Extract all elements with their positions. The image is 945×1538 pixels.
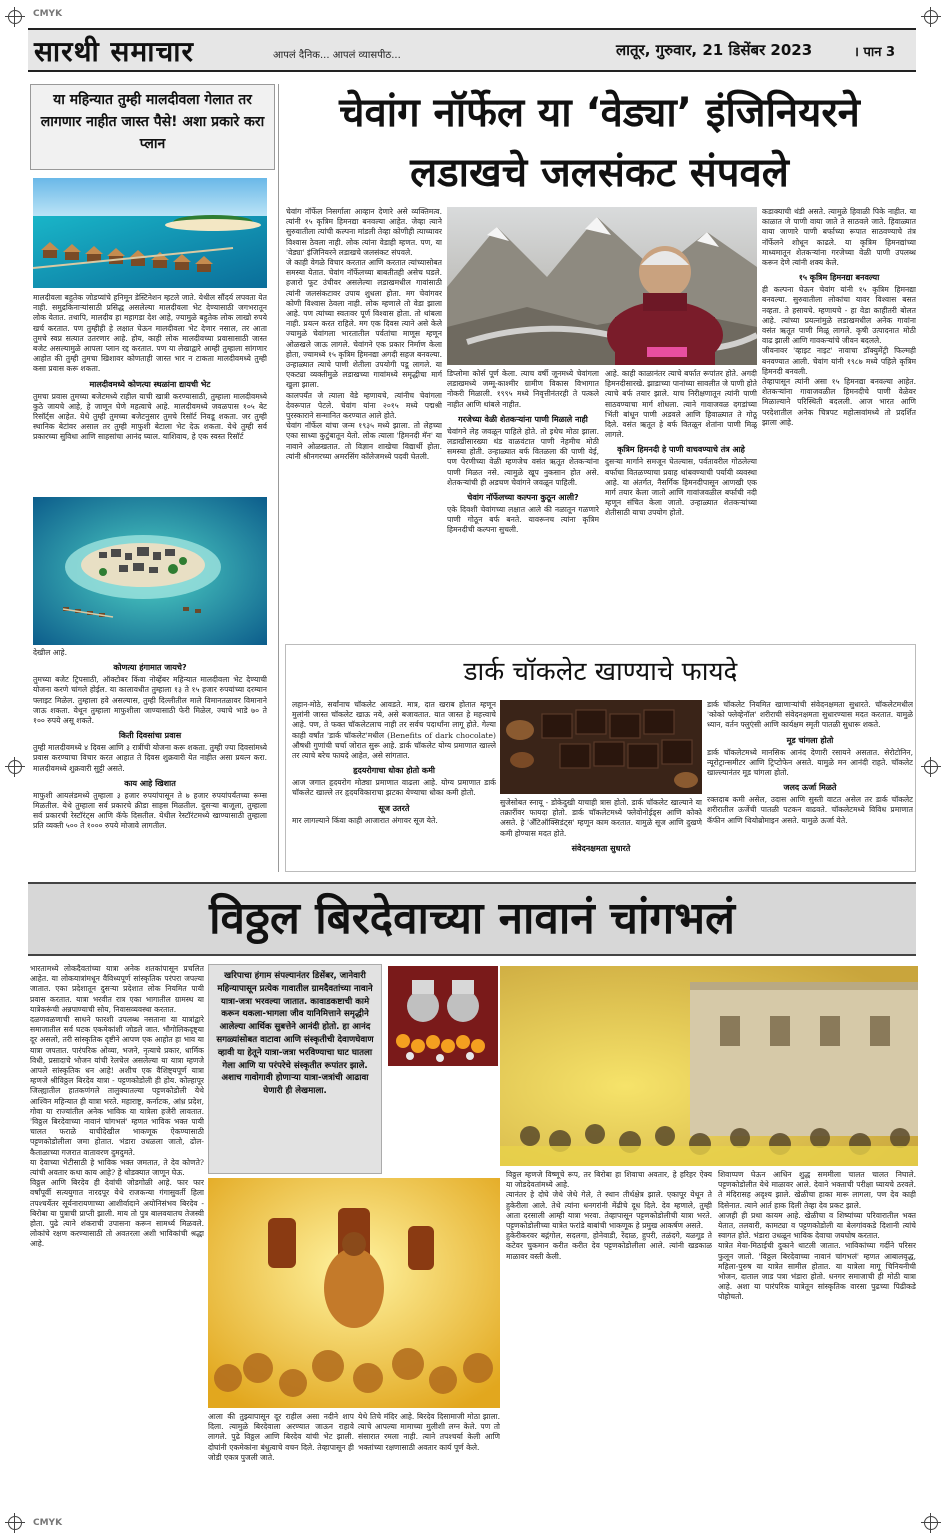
maldives-para-2: तुमचा प्रवास तुमच्या बजेटमध्ये राहील याची खात्री करण्यासाठी, तुम्हाला मालदीवमध्ये कुठे जायचे आहे, हे जाणून घेणे महत्वाचे आहे. मालदीवमध्ये जवळपास १०५ बेट रिसॉर्ट्स आहेत. येथे तुम्ही तुमच्या बजेटनुसार तुमचे रिसॉर्ट निवडू शकता. जर तुम्ही स्थानिक बेटांवर असाल तर तुम्ही माफुशी बेटाला भेट देऊ शकता. येथे तुम्ही सर्व प्रकारच्या सुविधा आणि साहसांचा आनंद घ्याल. याशिवाय, हे एक स्वस्त रिसॉर्ट bbox=[33, 391, 267, 442]
engineer-col-3 bbox=[605, 369, 757, 635]
vitthal-text-5: शिवाप्पण घेऊन आधिन शुद्ध सममीला चालत चालत निघाले. पट्टणकोडोलीत येथे माळावर आले. देवाने भक्ताची परीक्षा घ्यायचे ठरवले. ते मंदिरासह अदृश्य झाले. खेळीचा हाका मारू लागला, पण देव काही दिसेनात. त्याने आर्त हाक दिली तेव्हा देव प्रकट झाले. आजही ही प्रथा कायम आहे. खेळीचा व शिष्यांच्या परिवारातील भक्त येतात, तलवारी, कामट्या व पट्टणकोडोली या बेलगांवकडे दिशानी त्यांचे स्वागत होते. भंडारा उधळून भाविक देवाचा जयघोष करतात. यात्रेत मेवा-मिठाईची दुकाने थाटली जातात. भाविकांच्या गर्दीने परिसर फुलून जातो. 'विठ्ठल बिरदेवाच्या नावानं चांगभलं' म्हणत आबालवृद्ध, महिला-पुरुष या यात्रेत सामील होतात. या यात्रेला मागू चिनियनीची भोजन, दाताल जाड पत्रा भंडारा होतो. धनगर समाजाची ही मोठी यात्रा आहे. अशा या पारंपरिक यात्रेतून सांस्कृतिक वारसा पुढच्या पिढीकडे पोहोचतो. bbox=[718, 1170, 916, 1302]
vitthal-text-4: विठ्ठल म्हणजे विष्णूचे रूप, तर बिरोबा हा शिवाचा अवतार, हे हरिहर ऐक्य या जोडदेवतांमध्ये आहे. त्यानंतर हे दोघे जेथे जेथे गेले, ते स्थान तीर्थक्षेत्र झाले. एकापूर येथून ते हुकेरीला आले. तेथे त्यांना धनगरांनी मेंढीचे दूध दिले. देव म्हणाले, तुम्ही आता दरसाली आम्ही यात्रा भरवा. तेव्हापासून पट्टणकोडोलीची यात्रा भरते. पट्टणकोडोलीच्या यात्रेत फरांडे बाबांची भाकणूक हे प्रमुख आकर्षण असते. हुकेरीकरवर बद्गंगोल, सदलगा, होनेवाडी, रेंदाळ, हुपरी, तळंदगे, यळगूड ते कटेवर चुकमान करीत करीत देव पट्टणकोडोलीला आले. त्यांनी खडकाळ माळावर वस्ती केली. bbox=[506, 1170, 712, 1261]
chocolate-text-7: रक्तदाब कमी असेल, उदास आणि सुस्ती वाटत असेल तर डार्क चॉकलेट शरीरातील ऊर्जेची पातळी पटकन वाढवते. चॉकलेटमध्ये विविध प्रमाणात कॅफीन आणि थियोब्रोमाइन असते. यामुळे ऊर्जा येते. bbox=[707, 795, 913, 825]
registration-mark bbox=[924, 760, 938, 774]
maldives-para-6: माफुशी आयलंडमध्ये तुम्हाला ३ हजार रुपयांपासून ते ७ हजार रुपयांपर्यंतच्या रूम्स मिळतील. येथे तुम्हाला सर्व प्रकारचे क्रीडा साहस मिळतील. दुसऱ्या बाजूला, तुम्हाला सर्व प्रकारची रेस्टॉरंट्स आणि कॅफे दिसतील. येथील रेस्टॉरंटमध्ये खाण्यासाठी तुम्हाला प्रति व्यक्ती ५०० ते १००० रुपये मोजावे लागतील. bbox=[33, 790, 267, 831]
chocolate-text-3: मार लागल्याने किंवा काही आजारात अंगावर सूज येते. bbox=[292, 815, 438, 825]
registration-mark bbox=[8, 760, 22, 774]
chocolate-subhead-1: हृदयरोगाचा धोका होतो कमी bbox=[353, 766, 435, 776]
engineer-text-6: दुसऱ्या मार्गाने समजून घेतल्यास, पर्वतावरील गोठलेल्या बर्फाचा वितळण्याचा प्रवाह थांबवण्याची पर्यायी व्यवस्था आहे. या अंतर्गत, नैसर्गिक हिमनदीपासून आणखी एक मार्ग तयार केला जातो आणि गावांजवळील बर्फाची नदी म्हणून संचित केला जातो. उन्हाळ्यात शेतकऱ्यांच्या शेतीसाठी याचा उपयोग होतो. bbox=[605, 457, 757, 518]
vitthal-crowd-photo bbox=[208, 1178, 500, 1408]
vitthal-col-5 bbox=[718, 1170, 916, 1512]
chocolate-photo bbox=[500, 700, 702, 794]
engineer-headline-1: चेवांग नॉर्फेल या ‘वेड्या’ इंजिनियरने bbox=[339, 90, 860, 136]
cmyk-mark-bottom: CMYK bbox=[33, 1518, 63, 1528]
registration-mark bbox=[8, 1516, 22, 1530]
vitthal-text-2: आला की तुझ्यापासून दूर राहील असा नदीने शाप दिला. त्यामुळे बिरदेवाला अरण्यात जाऊन राहावे लागले. पुढे विठ्ठल आणि बिरदेव यांची भेट झाली. दोघांनी एकमेकांना बंधुत्वाचे वचन दिले. तेव्हापासून ही जोडी एकत्र पुजली जाते. bbox=[208, 1412, 354, 1462]
maldives-title: या महिन्यात तुम्ही मालदीवला गेलात तर लागणार नाहीत जास्त पैसे! अशा प्रकारे करा प्लान bbox=[40, 92, 265, 152]
chocolate-text-6: डार्क चॉकलेटमध्ये मानसिक आनंद देणारी रसायने असतात. सेरोटोनिन, न्यूरोट्रान्समीटर आणि ट्रिप्टोफेन असते. यामुळे मन आनंदी राहते. चॉकलेट खाल्ल्यानंतर मूड चांगला होतो. bbox=[707, 747, 913, 778]
maldives-para-5: तुम्ही मालदीवमध्ये ४ दिवस आणि ३ रात्रींची योजना करू शकता. तुम्ही ज्या दिवसांमध्ये प्रवास करण्याचा विचार करत आहात ते दिवस शुक्रवारी येत नाहीत असा प्रयत्न करा. मालदीवमध्ये शुक्रवारी सुट्टी असते. bbox=[33, 743, 267, 773]
chocolate-text-1: लहान-मोठे, सर्वांनाच चॉकलेट आवडते. मात्र, दात खराब होतात म्हणून मुलांनी जास्त चॉकलेट खाऊ नये, असे बजावतात. यात जास्त हे महत्त्वाचे आहे. पण, ते फक्त चॉकलेटलाच नाही तर सर्वच पदार्थांना लागू होते. गेल्या काही वर्षांत 'डार्क चॉकलेट'मधील (Benefits of dark chocolate) औषधी गुणांची चर्चा जोरात सुरू आहे. डार्क चॉकलेट योग्य प्रमाणात खाल्ले तर त्याचे बरेच फायदे आहेत, असे सांगतात. bbox=[292, 700, 496, 761]
maldives-subhead-4: काय आहे खिशात bbox=[124, 778, 176, 788]
engineer-text-3: चेवांगने लेह जवळून पाहिले होते. तो इथेच मोठा झाला. लडाखीसारख्या थंड वाळवंटात पाणी नेहमीच मोठी समस्या होती. उन्हाळ्यात बर्फ वितळला की पाणी येई, पण पेरणीच्या वेळी म्हणजेच वसंत ऋतूत शेतकऱ्यांना पाणी मिळत नसे. त्यामुळे खूप नुकसान होत असे. शेतकऱ्यांची ही अडचण चेवांगने जवळून पाहिली. bbox=[447, 426, 599, 487]
chocolate-subhead-4: मूड चांगला होतो bbox=[786, 735, 834, 745]
registration-mark bbox=[924, 1516, 938, 1530]
maldives-subhead-1: मालदीवमध्ये कोणत्या स्थळांना द्यायची भेट bbox=[89, 379, 211, 389]
engineer-text-7: कडाक्याची थंडी असते. त्यामुळे हिवाळी पिके नाहीत. या काळात जे पाणी वाया जाते ते साठवले जाते. हिवाळ्यात वाया जाणारे पाणी बर्फाच्या रूपात साठवण्याचे तंत्र नॉर्फेलने शोधून काढले. या कृत्रिम हिमनद्यांच्या माध्यमातून शेतकऱ्यांना गरजेच्या वेळी पाणी उपलब्ध करून देणे त्यांनी शक्य केले. bbox=[762, 207, 916, 268]
vitthal-lead: खरिपाचा हंगाम संपल्यानंतर डिसेंबर, जानेवारी महिन्यापासून प्रत्येक गावातील ग्रामदैवतांच्या नावाने यात्रा-जत्रा भरवल्या जातात. कावाडकष्टाची कामे करून थकला-भागला जीव यानिमित्ताने समृद्धीने आलेल्या आर्थिक सुबत्तेने आनंदी होतो. हा आनंद सगळ्यांसोबत वाटावा आणि संस्कृतीची देवाणघेवाण व्हावी या हेतूने यात्रा-जत्रा भरविण्याचा घाट घातला गेला आणि या परंपरेचे संस्कृतीत रूपांतर झाले. अशाच गावोगावी होणाऱ्या यात्रा-जत्रांची आढावा घेणारी ही लेखमाला. bbox=[216, 971, 374, 1097]
chocolate-title: डार्क चॉकलेट खाण्याचे फायदे bbox=[463, 657, 738, 687]
chocolate-col-2 bbox=[500, 798, 702, 868]
engineer-col-4 bbox=[762, 207, 916, 635]
engineer-subhead-4: १५ कृत्रिम हिमनद्या बनवल्या bbox=[798, 273, 880, 283]
cmyk-mark-top: CMYK bbox=[33, 9, 63, 19]
vitthal-lead-box bbox=[208, 964, 382, 1174]
masthead-name: सारथी समाचार bbox=[34, 35, 194, 68]
engineer-col-1 bbox=[286, 207, 442, 635]
engineer-col-2 bbox=[447, 369, 599, 635]
engineer-photo bbox=[447, 207, 757, 365]
maldives-body-bottom bbox=[33, 648, 267, 868]
engineer-text-8: ही कल्पना घेऊन चेवांग यांनी १५ कृत्रिम हिमनद्या बनवल्या. सुरुवातीला लोकांचा यावर विश्वास बसत नव्हता. ते हसायचे. म्हणायचे - हा वेडा काहीतरी बोलत आहे. त्यांच्या प्रयत्नांमुळे लडाखमधील अनेक गावांना वसंत ऋतूत पाणी मिळू लागले. कृषी उत्पादनात मोठी वाढ झाली आणि गावकऱ्यांचे जीवन बदलले. जीवनावर 'व्हाइट नाइट' नावाचा डॉक्युमेंट्री फिल्मही बनवण्यात आली. चेवांग यांनी १९८७ मध्ये पहिले कृत्रिम हिमनदी बनवली. तेव्हापासून त्यांनी असा १५ हिमनद्या बनवल्या आहेत. शेतकऱ्यांना गावाजवळील हिमनदीचे पाणी वेळेवर मिळाल्याने परिस्थिती बदलली. आज भारत आणि परदेशातील अनेक चित्रपट महोत्सवांमध्ये तो प्रदर्शित झाला आहे. bbox=[762, 285, 916, 427]
chocolate-subhead-5: जलद ऊर्जा मिळते bbox=[783, 783, 837, 793]
vitthal-col-2 bbox=[208, 1412, 354, 1512]
engineer-text-2: डिप्लोमा कोर्स पूर्ण केला. त्याच वर्षी जूनमध्ये चेवांगला लडाखमध्ये जम्मू-काश्मीर ग्रामीण विकास विभागात नोकरी मिळाली. १९९५ मध्ये निवृत्तीनंतरही ते पत्कले नाहीत आणि थांबले नाहीत. bbox=[447, 369, 599, 409]
masthead bbox=[28, 28, 916, 72]
maldives-para-1: मालदीवला बहुतेक जोडप्यांचे हनिमून डेस्टिनेशन म्हटले जाते. येथील सौंदर्य लपवता येत नाही. समुद्रकिनाऱ्यांसाठी प्रसिद्ध असलेल्या मालदीवला भेट देण्यासाठी जगभरातून लोक येतात. तथापि, मालदीव हा महागडा देश आहे, ज्यामुळे बहुतेक लोक लाखो रुपये खर्च करतात. पण तुम्हीही हे लक्षात घेऊन मालदीवला भेट देणार नसाल, तर आता तुमचे स्वप्न सत्यात उतरणार आहे. होय, काही लोक मालदीवच्या प्रवासासाठी जास्त बजेट असल्यामुळे आपला प्लान रद्द करतात. पण या लेखाद्वारे आम्ही तुम्हाला सांगणार आहोत की तुम्ही तुमचा खिशावर कोणताही जास्त भार न टाकता मालदीवमध्ये तुम्ही कसा प्रवास करू शकता. bbox=[33, 293, 267, 374]
vitthal-idols-photo bbox=[388, 966, 498, 1066]
engineer-text-1: चेवांग नॉर्फेल निसर्गाला आव्हान देणारे असे व्यक्तिमत्व. त्यांनी १५ कृत्रिम हिमनद्या बनवल्या आहेत. जेव्हा त्याने सुरुवातीला त्यांची कल्पना मांडली तेव्हा कोणीही त्याच्यावर विश्वास ठेवला नाही. लोक त्यांना वेडाही म्हणत. पण, या 'वेड्या' इंजिनियरने लडाखचे जलसंकट संपवले. जे काही वेगळे विचार करतात आणि करतात त्यांच्यासोबत समस्या येतात. चेवांग नॉर्फेलच्या बाबतीतही असेच घडले. हजारो फूट उंचीवर असलेल्या लडाखमधील गावांसाठी त्यांनी जलसंकटावर उपाय शुधला होता. मग चेवांगवर कोणी विश्वास ठेवला नाही. लोक म्हणाले तो वेडा झाला आहे. पण त्यांच्या स्वतःवर पूर्ण विश्वास होता. तो थांबला नाही. प्रयत्न करत राहिले. मग एक दिवस त्याने असे केले ज्यामुळे चेवांगला भारतातील पर्वतांचा माणूस म्हणून ओळखले जाऊ लागले. चेवांगने एक प्रकार निर्माण केला होता, ज्यामध्ये १५ कृत्रिम हिमनद्या अगदी सहज बनवल्या. उन्हाळ्यात त्याचे पाणी शेतीला उपयोगी पडू लागले. या एकट्या व्यक्तीमुळे लडाखच्या गावांमध्ये समृद्धीचा मार्ग खुला झाला. कालपर्यंत जे त्याला वेडे म्हणायचे, त्यांनीच चेवांगला देवरूपात पेटले. चेवांग यांना २०१५ मध्ये पद्मश्री पुरस्काराने सन्मानित करण्यात आले होते. चेवांग नॉर्फेल यांचा जन्म १९३५ मध्ये झाला. तो लेहच्या एका साध्या कुटुंबातून येतो. लोक त्याला 'हिमनदी मॅन' या नावाने ओळखतात. तो विज्ञान शाखेचा विद्यार्थी होता. त्यांनी श्रीनगरच्या अमरसिंग कॉलेजमध्ये पदवी घेतली. bbox=[286, 207, 442, 461]
chocolate-col-1 bbox=[292, 700, 496, 868]
page-number: । पान 3 bbox=[854, 45, 895, 60]
maldives-resort-photo bbox=[33, 178, 267, 288]
chocolate-text-2: आज जगात हृदयरोग मोठ्या प्रमाणात वाढला आहे. योग्य प्रमाणात डार्क चॉकलेट खाल्ले तर हृदयविकाराचा झटका येण्याचा धोका कमी होतो. bbox=[292, 778, 496, 798]
vitthal-temple-photo bbox=[500, 966, 918, 1166]
vitthal-col-3 bbox=[358, 1412, 500, 1512]
vitthal-text-3: येथे तिचे मंदिर आहे. बिरदेव दिसामाजी मोठा झाला. त्याचे आपल्या मामाच्या मुलीशी लग्न केले. पण तो संसारात रमला नाही. त्याने तपश्चर्या केली आणि भक्तांच्या रक्षणासाठी अवतार कार्य पूर्ण केले. bbox=[358, 1412, 500, 1452]
vitthal-col-1 bbox=[30, 964, 204, 1512]
vitthal-headline-bar bbox=[28, 882, 916, 956]
vitthal-col-4 bbox=[506, 1170, 712, 1512]
maldives-island-photo bbox=[33, 497, 267, 645]
maldives-subhead-2: कोणत्या हंगामात जायचे? bbox=[113, 663, 187, 673]
engineer-subhead-1: गरजेच्या वेळी शेतकऱ्यांना पाणी मिळाले नाही bbox=[458, 414, 588, 424]
maldives-title-box bbox=[30, 84, 275, 170]
registration-mark bbox=[8, 10, 22, 24]
chocolate-text-4: सुजेसोबत स्नायू - डोकेदुखी याचाही त्रास होतो. डार्क चॉकलेट खाल्याने या तक्रारींवर फायदा होतो. डार्क चॉकलेटमध्ये फ्लेवोनोईड्स आणि कोको असते. हे 'अँटिऑक्सिडंट्स' म्हणून काम करतात. यामुळे सूज आणि दुखणे कमी होण्यास मदत होते. bbox=[500, 798, 702, 838]
registration-mark bbox=[924, 10, 938, 24]
engineer-text-4: एके दिवशी चेवांगच्या लक्षात आले की नळातून गळणारे पाणी गोठून बर्फ बनते. यावरूनच त्यांना कृत्रिम हिमनदीची कल्पना सुचली. bbox=[447, 505, 599, 535]
chocolate-col-3 bbox=[707, 700, 913, 868]
maldives-para-3: देखील आहे. bbox=[33, 648, 67, 657]
engineer-subhead-3: कृत्रिम हिमनदी हे पाणी वाचवण्याचे तंत्र आहे bbox=[617, 445, 745, 455]
maldives-body-top bbox=[33, 293, 267, 491]
chocolate-subhead-3: संवेदनक्षमता सुधारते bbox=[571, 843, 631, 853]
engineer-headline-2: लडाखचे जलसंकट संपवले bbox=[410, 150, 789, 196]
vitthal-headline: विठ्ठल बिरदेवाच्या नावानं चांगभलं bbox=[209, 893, 735, 944]
masthead-tagline: आपलं दैनिक... आपलं व्यासपीठ... bbox=[273, 50, 401, 61]
column-divider bbox=[278, 84, 279, 872]
chocolate-subhead-2: सूज उतरते bbox=[378, 803, 410, 813]
maldives-para-4: तुमच्या बजेट ट्रिपसाठी, ऑक्टोबर किंवा नोव्हेंबर महिन्यात मालदीवला भेट देण्याची योजना करणे चांगले होईल. या कालावधीत तुम्हाला १३ ते १५ हजार रुपयांच्या दरम्यान फ्लाइट मिळेल. तुम्हाला हवे असल्यास, तुम्ही दिल्लीतील माले विमानतळावर विमानाने जाऊ शकता. येथून तुम्हाला माफुशीला जाण्यासाठी फेरी मिळेल, ज्याचे भाडे ७० ते १०० रुपये असू शकते. bbox=[33, 675, 267, 726]
vitthal-text-1: भारतामध्ये लोकदैवतांच्या यात्रा अनेक शतकांपासून प्रचलित आहेत. या लोकयात्रांमधून वैविध्यपूर्ण सांस्कृतिक परंपरा जपल्या जातात. एका प्रदेशातून दुसऱ्या प्रदेशात लोक नियमित पायी प्रवास करतात. यात्रा भरवीत रात्र एका भागातील ग्रामस्थ या यात्रेकरूंची अन्नपाण्याची सोय, निवासव्यवस्था करतात. दळणवळणाची साधने फारशी उपलब्ध नसताना या यात्रांद्वारे समाजातील सर्व घटक एकमेकांशी जोडले जात. भौगोलिकदृष्ट्या दूर असलो, तरी सांस्कृतिक दृष्टीने आपण एक आहोत हा भाव या यात्रा जपतात. पारंपरिक ओव्या, भजने, नृत्याचे प्रकार, धार्मिक विधी, प्रसादाचे भोजन यांची रेलचेल असलेल्या या यात्रा म्हणजे आपले सांस्कृतिक धन आहे! अशीच एक वैशिष्ट्यपूर्ण यात्रा म्हणजे श्रीविठ्ठल बिरदेव यात्रा - पट्टणकोडोली ही होय. कोल्हापूर जिल्ह्यातील हातकणंगले तालुक्यातल्या पट्टणकोडोली येथे आश्विन महिन्यात ही यात्रा भरते. महाराष्ट्र, कर्नाटक, आंध्र प्रदेश, गोवा या राज्यांतील अनेक भाविक या यात्रेला हजेरी लावतात. 'विठ्ठल बिरदेवाच्या नावानं चांगभलं' म्हणत भाविक भक्त पायी चालत फराळे याचीदेखील भाकणूक ऐकण्यासाठी पट्टणकोडोलीला जमा होतात. भंडारा उधळला जातो, ढोल-कैताळाच्या गजरात वातावरण दुमदुमते. या देवाच्या भेटीसाठी हे भाविक भक्त जमतात, ते देव कोणते? त्यांची अवतार कथा काय आहे? हे थोडक्यात जाणून घेऊ. विठ्ठल आणि बिरदेव ही देवांची जोडगोळी आहे. फार फार वर्षांपूर्वी सत्ययुगात नारदपूर येथे राजकन्या गंगासुवर्ती हिला तपश्चर्येतर सूर्यनारायणाच्या आशीर्वादाने अयोनिसंभव बिरदेव - बिरोबा या पुत्राची प्राप्ती झाली. माय तो पुत्र बालवयातच तेजस्वी होता. पुढे त्याने शंकराची उपासना करून सामर्थ्य मिळवले. लोकांचे रक्षण करण्यासाठी तो अवतरला अशी भाविकांची श्रद्धा आहे. bbox=[30, 964, 204, 1249]
engineer-subhead-2: चेवांग नॉर्फेलच्या कल्पना कुठून आली? bbox=[467, 493, 579, 503]
masthead-dateline: लातूर, गुरुवार, 21 डिसेंबर 2023 bbox=[616, 41, 813, 59]
chocolate-text-5: डार्क चॉकलेट नियमित खाणाऱ्यांची संवेदनक्षमता सुधारते. चॉकलेटमधील 'कोको फ्लेव्हेनॉल' शरीराची संवेदनक्षमता सुधारण्यास मदत करतात. यामुळे ध्यान, वर्तन फ्लुएंसी आणि कार्यक्षम स्मृती पातळी सुधारू शकते. bbox=[707, 700, 913, 730]
maldives-subhead-3: किती दिवसांचा प्रवास bbox=[118, 731, 182, 741]
engineer-text-5: आहे. काही काळानंतर त्याचे बर्फात रूपांतर होते. अगदी हिमनदीसारखे. झाडाच्या पानांच्या सावलीत जे पाणी होते त्याचे बर्फ तयार झाले. याच निरीक्षणातून त्यांनी पाणी साठवण्याचा मार्ग शोधला. त्याने गावाजवळ दगडांच्या भिंती बांधून पाणी अडवले आणि हिवाळ्यात ते गोठू दिले. वसंत ऋतूत हे बर्फ वितळून शेतांना पाणी मिळू लागले. bbox=[605, 369, 757, 440]
